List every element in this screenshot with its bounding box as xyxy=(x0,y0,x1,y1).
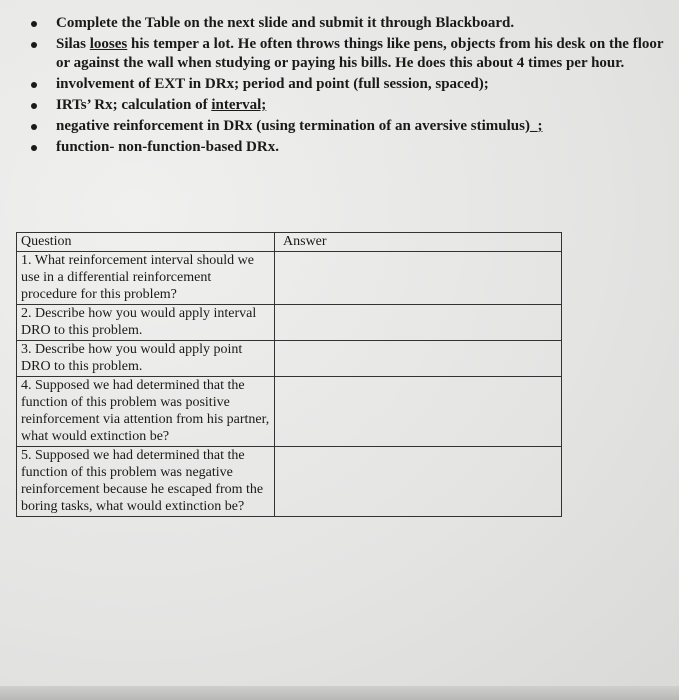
screen-bottom-edge xyxy=(0,686,679,700)
bullet-icon xyxy=(31,124,37,130)
answer-cell[interactable] xyxy=(275,341,562,377)
question-cell: 3. Describe how you would apply point DRO to this problem. xyxy=(17,341,275,377)
table-row xyxy=(17,341,562,377)
question-cell: 5. Supposed we had determined that the function of this problem was negative reinforcement because he escaped from the boring tasks, what would extinction be? xyxy=(17,447,275,517)
question-cell: 2. Describe how you would apply interval DRO to this problem. xyxy=(17,305,275,341)
answer-cell[interactable] xyxy=(275,252,562,305)
bullet-icon xyxy=(31,21,37,27)
bullet-item: involvement of EXT in DRx; period and point (full session, spaced); xyxy=(20,75,665,94)
table-row xyxy=(17,252,562,305)
answer-cell[interactable] xyxy=(275,377,562,447)
question-cell: 1. What reinforcement interval should we use in a differential reinforcement procedure for this problem? xyxy=(17,252,275,305)
table-row xyxy=(17,305,562,341)
instruction-list xyxy=(20,14,665,159)
table-row xyxy=(17,377,562,447)
question-header: Question xyxy=(17,233,275,252)
bullet-icon xyxy=(31,145,37,151)
bullet-icon xyxy=(31,42,37,48)
question-cell: 4. Supposed we had determined that the function of this problem was positive reinforcement via attention from his partner, what would extinction be? xyxy=(17,377,275,447)
answer-cell[interactable] xyxy=(275,447,562,517)
bullet-icon xyxy=(31,103,37,109)
answer-cell[interactable] xyxy=(275,305,562,341)
bullet-item: IRTs’ Rx; calculation of interval; xyxy=(20,96,665,115)
question-answer-table xyxy=(16,232,562,517)
bullet-item: function- non-function-based DRx. xyxy=(20,138,665,157)
table-row xyxy=(17,447,562,517)
bullet-item: Silas looses his temper a lot. He often throws things like pens, objects from his desk on the floor or against the wall when studying or paying his bills. He does this about 4 times per hour. xyxy=(20,35,665,73)
bullet-icon xyxy=(31,82,37,88)
answer-header: Answer xyxy=(275,233,562,252)
table-header-row xyxy=(17,233,562,252)
bullet-item: negative reinforcement in DRx (using termination of an aversive stimulus)_; xyxy=(20,117,665,136)
bullet-item: Complete the Table on the next slide and submit it through Blackboard. xyxy=(20,14,665,33)
